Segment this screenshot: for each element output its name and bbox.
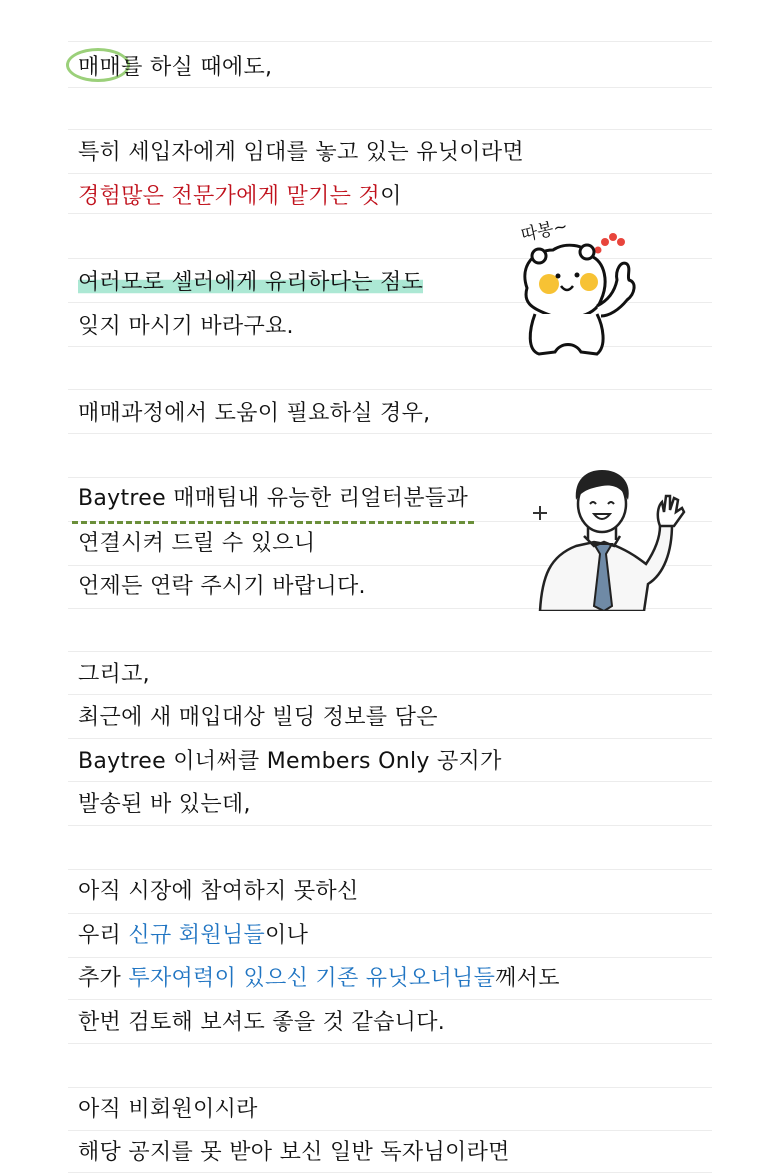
text-line: 해당 공지를 못 받아 보신 일반 독자님이라면 bbox=[78, 1140, 510, 1165]
text-fragment: 이 bbox=[380, 184, 402, 209]
text-line: 매매를 하실 때에도, bbox=[78, 55, 273, 80]
dashed-underline bbox=[72, 521, 474, 524]
rule bbox=[68, 87, 712, 88]
emphasis-blue: 투자여력이 있으신 기존 유닛오너님들 bbox=[128, 966, 496, 991]
rule bbox=[68, 433, 712, 434]
rule bbox=[68, 781, 712, 782]
text-fragment: 추가 bbox=[78, 966, 129, 991]
rule bbox=[68, 825, 712, 826]
text-line: Baytree 매매팀내 유능한 리얼터분들과 bbox=[78, 486, 469, 511]
rule bbox=[68, 1130, 712, 1131]
rule bbox=[68, 173, 712, 174]
rule bbox=[68, 957, 712, 958]
text-line: 아직 시장에 참여하지 못하신 bbox=[78, 879, 359, 904]
text-fragment: 이나 bbox=[265, 923, 309, 948]
text-line: 언제든 연락 주시기 바랍니다. bbox=[78, 574, 366, 599]
bear-caption: 따봉~ bbox=[519, 216, 570, 246]
highlighted-text: 여러모로 셀러에게 유리하다는 점도 bbox=[78, 270, 424, 295]
rule bbox=[68, 1087, 712, 1088]
rule bbox=[68, 913, 712, 914]
text-line: 매매과정에서 도움이 필요하실 경우, bbox=[78, 401, 431, 426]
text-line: 아직 비회원이시라 bbox=[78, 1097, 258, 1122]
rule bbox=[68, 1043, 712, 1044]
text-fragment: 우리 bbox=[78, 923, 129, 948]
text-line bbox=[78, 921, 308, 951]
rule bbox=[68, 869, 712, 870]
emphasis-red: 경험많은 전문가에게 맡기는 것 bbox=[78, 184, 381, 209]
text-line: Baytree 이너써클 Members Only 공지가 bbox=[78, 749, 502, 774]
waving-man-icon bbox=[520, 466, 690, 611]
rule bbox=[68, 738, 712, 739]
text-line bbox=[78, 182, 402, 212]
emphasis-blue: 신규 회원님들 bbox=[128, 923, 266, 948]
text-line: 그리고, bbox=[78, 662, 150, 687]
bear-thumbs-up-icon bbox=[505, 210, 645, 360]
text-line bbox=[78, 964, 560, 994]
text-line bbox=[78, 268, 423, 298]
text-line: 잊지 마시기 바라구요. bbox=[78, 314, 294, 339]
rule bbox=[68, 694, 712, 695]
rule bbox=[68, 999, 712, 1000]
rule bbox=[68, 389, 712, 390]
text-line: 최근에 새 매입대상 빌딩 정보를 담은 bbox=[78, 705, 438, 730]
text-fragment: 께서도 bbox=[495, 966, 560, 991]
rule bbox=[68, 41, 712, 42]
text-line: 한번 검토해 보셔도 좋을 것 같습니다. bbox=[78, 1010, 446, 1035]
text-line: 특히 세입자에게 임대를 놓고 있는 유닛이라면 bbox=[78, 140, 524, 165]
text-line: 연결시켜 드릴 수 있으니 bbox=[78, 531, 316, 556]
text-line: 발송된 바 있는데, bbox=[78, 792, 251, 817]
rule bbox=[68, 651, 712, 652]
rule bbox=[68, 1172, 712, 1173]
rule bbox=[68, 129, 712, 130]
